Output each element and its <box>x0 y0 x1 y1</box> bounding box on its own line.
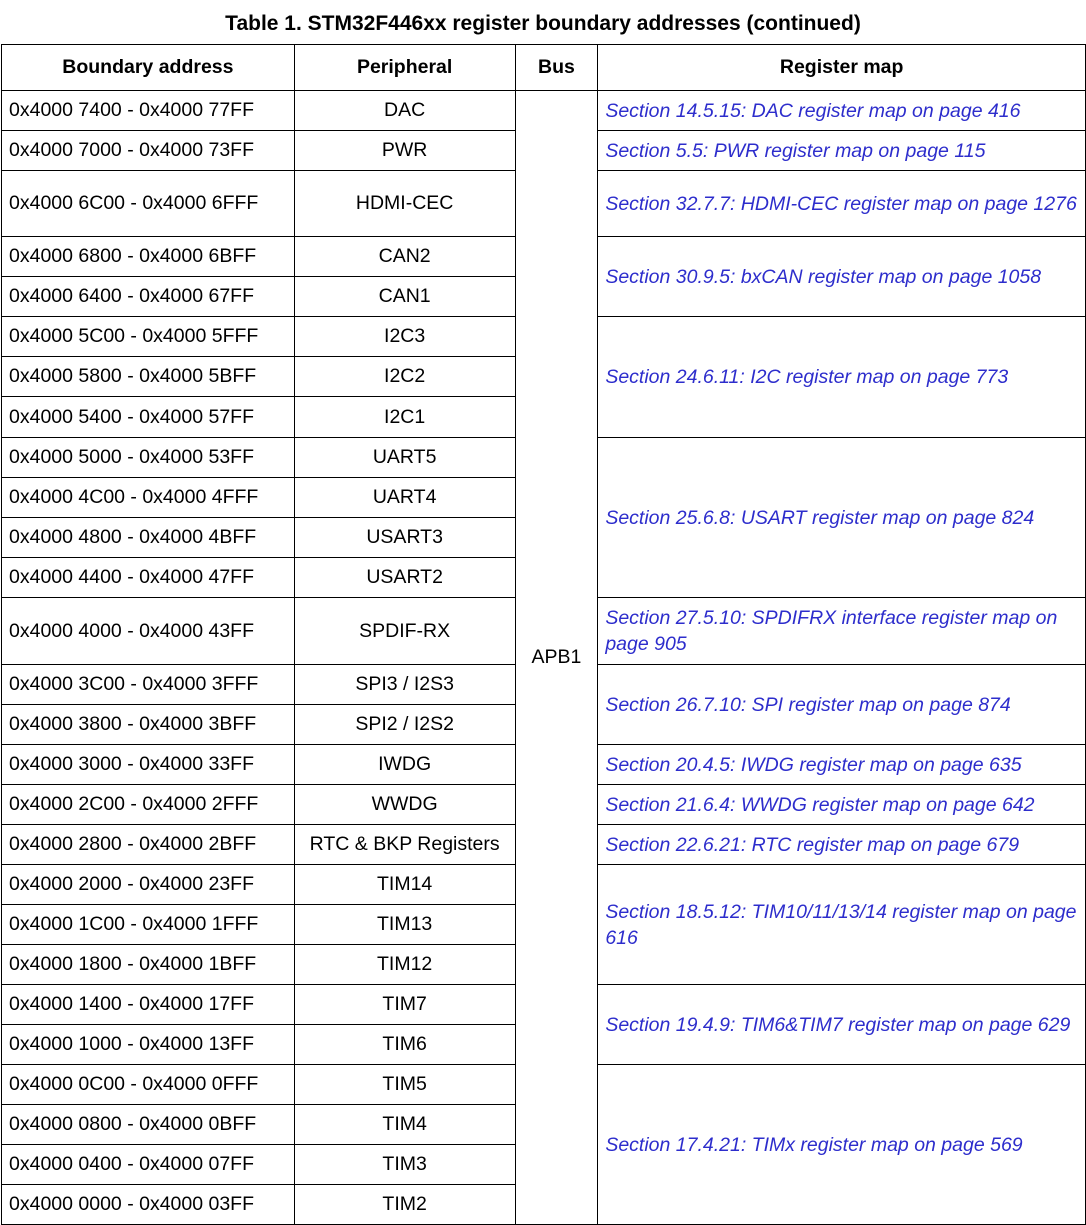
peripheral-cell: TIM6 <box>294 1025 515 1065</box>
register-map-link[interactable]: Section 20.4.5: IWDG register map on page 635 <box>605 753 1022 776</box>
peripheral-cell: RTC & BKP Registers <box>294 825 515 865</box>
bus-cell: APB1 <box>515 91 598 1225</box>
peripheral-cell: IWDG <box>294 745 515 785</box>
address-cell: 0x4000 3000 - 0x4000 33FF <box>2 745 295 785</box>
register-map-cell <box>598 745 1086 785</box>
peripheral-cell: TIM5 <box>294 1065 515 1105</box>
address-cell: 0x4000 4400 - 0x4000 47FF <box>2 558 295 598</box>
address-cell: 0x4000 3C00 - 0x4000 3FFF <box>2 665 295 705</box>
peripheral-cell: CAN2 <box>294 237 515 277</box>
address-cell: 0x4000 7400 - 0x4000 77FF <box>2 91 295 131</box>
address-cell: 0x4000 0800 - 0x4000 0BFF <box>2 1105 295 1145</box>
address-cell: 0x4000 6800 - 0x4000 6BFF <box>2 237 295 277</box>
peripheral-cell: I2C3 <box>294 317 515 357</box>
register-map-cell <box>598 317 1086 438</box>
register-map-cell <box>598 438 1086 598</box>
register-map-link[interactable]: Section 24.6.11: I2C register map on page 773 <box>605 366 1009 388</box>
address-cell: 0x4000 0C00 - 0x4000 0FFF <box>2 1065 295 1105</box>
peripheral-cell: USART3 <box>294 518 515 558</box>
register-map-link[interactable]: Section 18.5.12: TIM10/11/13/14 register map on page 616 <box>605 900 1077 949</box>
register-map-link[interactable]: Section 32.7.7: HDMI-CEC register map on page 1276 <box>605 192 1077 215</box>
peripheral-cell: UART5 <box>294 438 515 478</box>
register-map-cell <box>598 785 1086 825</box>
address-cell: 0x4000 6400 - 0x4000 67FF <box>2 277 295 317</box>
register-map-cell <box>598 865 1086 985</box>
register-map-link[interactable]: Section 22.6.21: RTC register map on page 679 <box>605 833 1020 856</box>
register-map-cell <box>598 91 1086 131</box>
peripheral-cell: WWDG <box>294 785 515 825</box>
register-map-cell <box>598 985 1086 1065</box>
register-map-link[interactable]: Section 5.5: PWR register map on page 115 <box>605 139 986 162</box>
register-map-link[interactable]: Section 17.4.21: TIMx register map on page 569 <box>605 1133 1023 1156</box>
register-map-cell <box>598 665 1086 745</box>
register-map-link[interactable]: Section 25.6.8: USART register map on page 824 <box>605 506 1035 529</box>
address-cell: 0x4000 5400 - 0x4000 57FF <box>2 397 295 438</box>
peripheral-cell: SPI3 / I2S3 <box>294 665 515 705</box>
peripheral-cell: TIM2 <box>294 1185 515 1225</box>
address-cell: 0x4000 6C00 - 0x4000 6FFF <box>2 171 295 237</box>
peripheral-cell: TIM14 <box>294 865 515 905</box>
peripheral-cell: CAN1 <box>294 277 515 317</box>
peripheral-cell: SPDIF-RX <box>294 598 515 665</box>
table-header-row <box>2 45 1086 91</box>
register-map-cell <box>598 131 1086 171</box>
address-cell: 0x4000 1400 - 0x4000 17FF <box>2 985 295 1025</box>
register-map-link[interactable]: Section 27.5.10: SPDIFRX interface register map on page 905 <box>605 607 1058 655</box>
register-map-cell <box>598 237 1086 317</box>
address-cell: 0x4000 3800 - 0x4000 3BFF <box>2 705 295 745</box>
peripheral-cell: TIM4 <box>294 1105 515 1145</box>
register-map-link[interactable]: Section 30.9.5: bxCAN register map on page 1058 <box>605 265 1042 288</box>
address-cell: 0x4000 0000 - 0x4000 03FF <box>2 1185 295 1225</box>
peripheral-cell: TIM3 <box>294 1145 515 1185</box>
register-map-cell <box>598 825 1086 865</box>
register-map-link[interactable]: Section 26.7.10: SPI register map on page 874 <box>605 693 1011 716</box>
peripheral-cell: I2C1 <box>294 397 515 438</box>
register-map-link[interactable]: Section 21.6.4: WWDG register map on page 642 <box>605 793 1035 816</box>
peripheral-cell: UART4 <box>294 478 515 518</box>
register-map-cell <box>598 598 1086 665</box>
address-cell: 0x4000 4800 - 0x4000 4BFF <box>2 518 295 558</box>
address-cell: 0x4000 2C00 - 0x4000 2FFF <box>2 785 295 825</box>
header-peripheral: Peripheral <box>294 45 515 91</box>
peripheral-cell: SPI2 / I2S2 <box>294 705 515 745</box>
register-map-link[interactable]: Section 14.5.15: DAC register map on page 416 <box>605 99 1021 122</box>
peripheral-cell: PWR <box>294 131 515 171</box>
address-cell: 0x4000 5800 - 0x4000 5BFF <box>2 357 295 397</box>
address-cell: 0x4000 1000 - 0x4000 13FF <box>2 1025 295 1065</box>
register-map-cell <box>598 171 1086 237</box>
address-cell: 0x4000 1800 - 0x4000 1BFF <box>2 945 295 985</box>
table-caption: Table 1. STM32F446xx register boundary addresses (continued) <box>225 12 861 35</box>
peripheral-cell: DAC <box>294 91 515 131</box>
peripheral-cell: HDMI-CEC <box>294 171 515 237</box>
address-cell: 0x4000 1C00 - 0x4000 1FFF <box>2 905 295 945</box>
address-cell: 0x4000 2000 - 0x4000 23FF <box>2 865 295 905</box>
register-boundary-table <box>1 44 1086 1225</box>
peripheral-cell: TIM12 <box>294 945 515 985</box>
address-cell: 0x4000 5C00 - 0x4000 5FFF <box>2 317 295 357</box>
peripheral-cell: TIM13 <box>294 905 515 945</box>
address-cell: 0x4000 4C00 - 0x4000 4FFF <box>2 478 295 518</box>
peripheral-cell: USART2 <box>294 558 515 598</box>
address-cell: 0x4000 5000 - 0x4000 53FF <box>2 438 295 478</box>
peripheral-cell: I2C2 <box>294 357 515 397</box>
address-cell: 0x4000 2800 - 0x4000 2BFF <box>2 825 295 865</box>
address-cell: 0x4000 7000 - 0x4000 73FF <box>2 131 295 171</box>
header-boundary-address: Boundary address <box>2 45 295 91</box>
peripheral-cell: TIM7 <box>294 985 515 1025</box>
header-bus: Bus <box>515 45 598 91</box>
register-map-link[interactable]: Section 19.4.9: TIM6&TIM7 register map on page 629 <box>605 1013 1071 1036</box>
address-cell: 0x4000 0400 - 0x4000 07FF <box>2 1145 295 1185</box>
header-register-map: Register map <box>598 45 1086 91</box>
address-cell: 0x4000 4000 - 0x4000 43FF <box>2 598 295 665</box>
register-map-cell <box>598 1065 1086 1225</box>
table-row <box>2 91 1086 131</box>
